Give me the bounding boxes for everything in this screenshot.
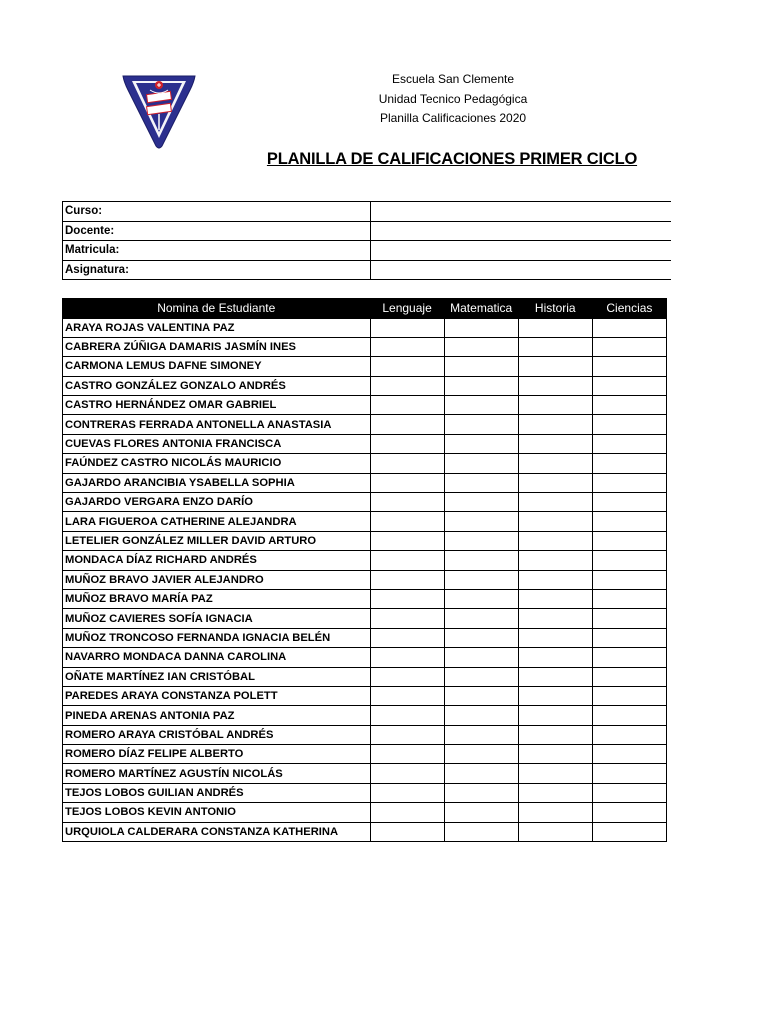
table-row	[63, 434, 667, 453]
student-name: OÑATE MARTÍNEZ IAN CRISTÓBAL	[63, 667, 371, 686]
table-row	[63, 318, 667, 337]
grade-cell-ciencias[interactable]	[592, 570, 666, 589]
grade-cell-ciencias[interactable]	[592, 686, 666, 705]
grade-cell-ciencias[interactable]	[592, 512, 666, 531]
student-name: PINEDA ARENAS ANTONIA PAZ	[63, 706, 371, 725]
table-row	[63, 551, 667, 570]
info-value-field[interactable]	[371, 221, 672, 241]
student-name: CARMONA LEMUS DAFNE SIMONEY	[63, 357, 371, 376]
grade-cell-matematica[interactable]	[444, 803, 518, 822]
table-row	[63, 706, 667, 725]
page-title: PLANILLA DE CALIFICACIONES PRIMER CICLO	[266, 150, 638, 168]
grade-cell-matematica[interactable]	[444, 783, 518, 802]
grade-cell-lenguaje[interactable]	[370, 415, 444, 434]
grade-cell-lenguaje[interactable]	[370, 570, 444, 589]
grade-cell-ciencias[interactable]	[592, 706, 666, 725]
grade-cell-matematica[interactable]	[444, 434, 518, 453]
table-row	[63, 512, 667, 531]
grade-cell-matematica[interactable]	[444, 745, 518, 764]
grade-cell-lenguaje[interactable]	[370, 609, 444, 628]
student-name: CUEVAS FLORES ANTONIA FRANCISCA	[63, 434, 371, 453]
student-name: FAÚNDEZ CASTRO NICOLÁS MAURICIO	[63, 454, 371, 473]
grade-cell-historia[interactable]	[518, 725, 592, 744]
grade-cell-lenguaje[interactable]	[370, 357, 444, 376]
grade-cell-matematica[interactable]	[444, 531, 518, 550]
table-row	[63, 531, 667, 550]
grade-cell-ciencias[interactable]	[592, 745, 666, 764]
grade-cell-historia[interactable]	[518, 783, 592, 802]
student-name: MUÑOZ BRAVO MARÍA PAZ	[63, 589, 371, 608]
grade-cell-historia[interactable]	[518, 764, 592, 783]
info-row	[63, 260, 672, 280]
grade-cell-lenguaje[interactable]	[370, 376, 444, 395]
grade-cell-ciencias[interactable]	[592, 434, 666, 453]
grade-cell-historia[interactable]	[518, 531, 592, 550]
grade-cell-matematica[interactable]	[444, 764, 518, 783]
student-name: LETELIER GONZÁLEZ MILLER DAVID ARTURO	[63, 531, 371, 550]
grades-table	[62, 298, 667, 842]
grade-cell-lenguaje[interactable]	[370, 745, 444, 764]
grade-cell-ciencias[interactable]	[592, 609, 666, 628]
grade-cell-ciencias[interactable]	[592, 493, 666, 512]
grade-cell-matematica[interactable]	[444, 667, 518, 686]
grade-cell-historia[interactable]	[518, 473, 592, 492]
student-name: MUÑOZ CAVIERES SOFÍA IGNACIA	[63, 609, 371, 628]
student-name: MONDACA DÍAZ RICHARD ANDRÉS	[63, 551, 371, 570]
student-name: GAJARDO VERGARA ENZO DARÍO	[63, 493, 371, 512]
grade-cell-lenguaje[interactable]	[370, 686, 444, 705]
school-header	[300, 70, 606, 129]
table-row	[63, 337, 667, 356]
grade-cell-matematica[interactable]	[444, 686, 518, 705]
header-lenguaje: Lenguaje	[370, 299, 444, 319]
student-name: URQUIOLA CALDERARA CONSTANZA KATHERINA	[63, 822, 371, 841]
header-student-name: Nomina de Estudiante	[63, 299, 371, 319]
grade-cell-matematica[interactable]	[444, 376, 518, 395]
grade-cell-ciencias[interactable]	[592, 764, 666, 783]
grade-cell-lenguaje[interactable]	[370, 783, 444, 802]
grade-cell-lenguaje[interactable]	[370, 589, 444, 608]
grade-cell-historia[interactable]	[518, 357, 592, 376]
school-crest-icon	[120, 72, 198, 150]
grade-cell-lenguaje[interactable]	[370, 803, 444, 822]
grade-cell-ciencias[interactable]	[592, 337, 666, 356]
info-row	[63, 241, 672, 261]
grade-cell-lenguaje[interactable]	[370, 512, 444, 531]
grade-cell-lenguaje[interactable]	[370, 493, 444, 512]
grade-cell-ciencias[interactable]	[592, 454, 666, 473]
grade-cell-historia[interactable]	[518, 609, 592, 628]
grade-cell-lenguaje[interactable]	[370, 725, 444, 744]
student-name: ROMERO ARAYA CRISTÓBAL ANDRÉS	[63, 725, 371, 744]
grade-cell-ciencias[interactable]	[592, 667, 666, 686]
grade-cell-matematica[interactable]	[444, 551, 518, 570]
grade-cell-historia[interactable]	[518, 318, 592, 337]
department-name: Unidad Tecnico Pedagógica	[378, 91, 528, 106]
grade-cell-ciencias[interactable]	[592, 396, 666, 415]
grade-cell-ciencias[interactable]	[592, 822, 666, 841]
grade-cell-historia[interactable]	[518, 648, 592, 667]
grade-cell-historia[interactable]	[518, 570, 592, 589]
student-name: ARAYA ROJAS VALENTINA PAZ	[63, 318, 371, 337]
grade-cell-ciencias[interactable]	[592, 415, 666, 434]
grade-cell-lenguaje[interactable]	[370, 628, 444, 647]
grade-cell-ciencias[interactable]	[592, 628, 666, 647]
student-name: ROMERO DÍAZ FELIPE ALBERTO	[63, 745, 371, 764]
info-row	[63, 221, 672, 241]
grade-cell-matematica[interactable]	[444, 570, 518, 589]
table-row	[63, 493, 667, 512]
grade-cell-lenguaje[interactable]	[370, 822, 444, 841]
grade-cell-historia[interactable]	[518, 803, 592, 822]
course-info-table	[62, 201, 671, 280]
grade-cell-matematica[interactable]	[444, 648, 518, 667]
student-name: MUÑOZ BRAVO JAVIER ALEJANDRO	[63, 570, 371, 589]
grade-cell-historia[interactable]	[518, 493, 592, 512]
grade-cell-lenguaje[interactable]	[370, 706, 444, 725]
grade-cell-lenguaje[interactable]	[370, 648, 444, 667]
grade-cell-historia[interactable]	[518, 667, 592, 686]
grade-cell-ciencias[interactable]	[592, 648, 666, 667]
grade-cell-lenguaje[interactable]	[370, 337, 444, 356]
grade-cell-matematica[interactable]	[444, 396, 518, 415]
grade-cell-lenguaje[interactable]	[370, 531, 444, 550]
grade-cell-matematica[interactable]	[444, 454, 518, 473]
grade-cell-matematica[interactable]	[444, 512, 518, 531]
info-label: Curso:	[63, 202, 371, 222]
grade-cell-historia[interactable]	[518, 589, 592, 608]
student-name: MUÑOZ TRONCOSO FERNANDA IGNACIA BELÉN	[63, 628, 371, 647]
school-name: Escuela San Clemente	[391, 72, 515, 86]
grade-cell-ciencias[interactable]	[592, 589, 666, 608]
grade-cell-matematica[interactable]	[444, 337, 518, 356]
info-value-field[interactable]	[371, 260, 672, 280]
grade-cell-historia[interactable]	[518, 376, 592, 395]
student-name: CASTRO HERNÁNDEZ OMAR GABRIEL	[63, 396, 371, 415]
grade-cell-matematica[interactable]	[444, 725, 518, 744]
table-row	[63, 396, 667, 415]
grade-cell-historia[interactable]	[518, 454, 592, 473]
grade-cell-lenguaje[interactable]	[370, 551, 444, 570]
table-row	[63, 822, 667, 841]
grade-cell-matematica[interactable]	[444, 318, 518, 337]
header-ciencias: Ciencias	[592, 299, 666, 319]
grade-cell-lenguaje[interactable]	[370, 318, 444, 337]
grade-cell-historia[interactable]	[518, 396, 592, 415]
info-label: Docente:	[63, 221, 371, 241]
table-row	[63, 589, 667, 608]
grade-cell-historia[interactable]	[518, 551, 592, 570]
grade-cell-matematica[interactable]	[444, 415, 518, 434]
student-name: CASTRO GONZÁLEZ GONZALO ANDRÉS	[63, 376, 371, 395]
table-row	[63, 376, 667, 395]
table-row	[63, 648, 667, 667]
grade-cell-matematica[interactable]	[444, 609, 518, 628]
grade-cell-historia[interactable]	[518, 512, 592, 531]
grade-cell-ciencias[interactable]	[592, 473, 666, 492]
table-row	[63, 609, 667, 628]
student-name: LARA FIGUEROA CATHERINE ALEJANDRA	[63, 512, 371, 531]
grade-cell-lenguaje[interactable]	[370, 454, 444, 473]
grade-cell-historia[interactable]	[518, 686, 592, 705]
table-row	[63, 686, 667, 705]
header-historia: Historia	[518, 299, 592, 319]
grade-cell-historia[interactable]	[518, 822, 592, 841]
grade-cell-ciencias[interactable]	[592, 531, 666, 550]
grade-cell-historia[interactable]	[518, 706, 592, 725]
grade-cell-lenguaje[interactable]	[370, 396, 444, 415]
grade-cell-lenguaje[interactable]	[370, 764, 444, 783]
grade-cell-ciencias[interactable]	[592, 803, 666, 822]
table-row	[63, 667, 667, 686]
grade-cell-historia[interactable]	[518, 337, 592, 356]
grade-cell-ciencias[interactable]	[592, 357, 666, 376]
table-row	[63, 783, 667, 802]
info-row	[63, 202, 672, 222]
info-value-field[interactable]	[371, 241, 672, 261]
grade-cell-matematica[interactable]	[444, 473, 518, 492]
grade-cell-matematica[interactable]	[444, 357, 518, 376]
grade-cell-ciencias[interactable]	[592, 783, 666, 802]
table-row	[63, 628, 667, 647]
grade-cell-matematica[interactable]	[444, 589, 518, 608]
student-name: TEJOS LOBOS GUILIAN ANDRÉS	[63, 783, 371, 802]
student-name: CONTRERAS FERRADA ANTONELLA ANASTASIA	[63, 415, 371, 434]
grade-cell-historia[interactable]	[518, 415, 592, 434]
student-name: CABRERA ZÚÑIGA DAMARIS JASMÍN INES	[63, 337, 371, 356]
grade-cell-lenguaje[interactable]	[370, 473, 444, 492]
grade-cell-ciencias[interactable]	[592, 318, 666, 337]
info-label: Matricula:	[63, 241, 371, 261]
grade-cell-matematica[interactable]	[444, 822, 518, 841]
table-row	[63, 745, 667, 764]
table-row	[63, 357, 667, 376]
student-name: PAREDES ARAYA CONSTANZA POLETT	[63, 686, 371, 705]
grade-cell-matematica[interactable]	[444, 628, 518, 647]
table-row	[63, 473, 667, 492]
sheet-subtitle: Planilla Calificaciones 2020	[379, 111, 527, 125]
grade-cell-ciencias[interactable]	[592, 551, 666, 570]
student-name: GAJARDO ARANCIBIA YSABELLA SOPHIA	[63, 473, 371, 492]
grade-cell-matematica[interactable]	[444, 493, 518, 512]
header-matematica: Matematica	[444, 299, 518, 319]
table-row	[63, 764, 667, 783]
grade-cell-ciencias[interactable]	[592, 725, 666, 744]
table-row	[63, 415, 667, 434]
table-row	[63, 570, 667, 589]
student-name: ROMERO MARTÍNEZ AGUSTÍN NICOLÁS	[63, 764, 371, 783]
table-row	[63, 803, 667, 822]
grade-cell-matematica[interactable]	[444, 706, 518, 725]
grade-cell-historia[interactable]	[518, 745, 592, 764]
grade-cell-lenguaje[interactable]	[370, 434, 444, 453]
table-row	[63, 725, 667, 744]
student-name: TEJOS LOBOS KEVIN ANTONIO	[63, 803, 371, 822]
grade-cell-ciencias[interactable]	[592, 376, 666, 395]
info-label: Asignatura:	[63, 260, 371, 280]
student-name: NAVARRO MONDACA DANNA CAROLINA	[63, 648, 371, 667]
grade-cell-historia[interactable]	[518, 434, 592, 453]
grade-cell-historia[interactable]	[518, 628, 592, 647]
grades-header-row	[63, 299, 667, 319]
grade-cell-lenguaje[interactable]	[370, 667, 444, 686]
table-row	[63, 454, 667, 473]
info-value-field[interactable]	[371, 202, 672, 222]
